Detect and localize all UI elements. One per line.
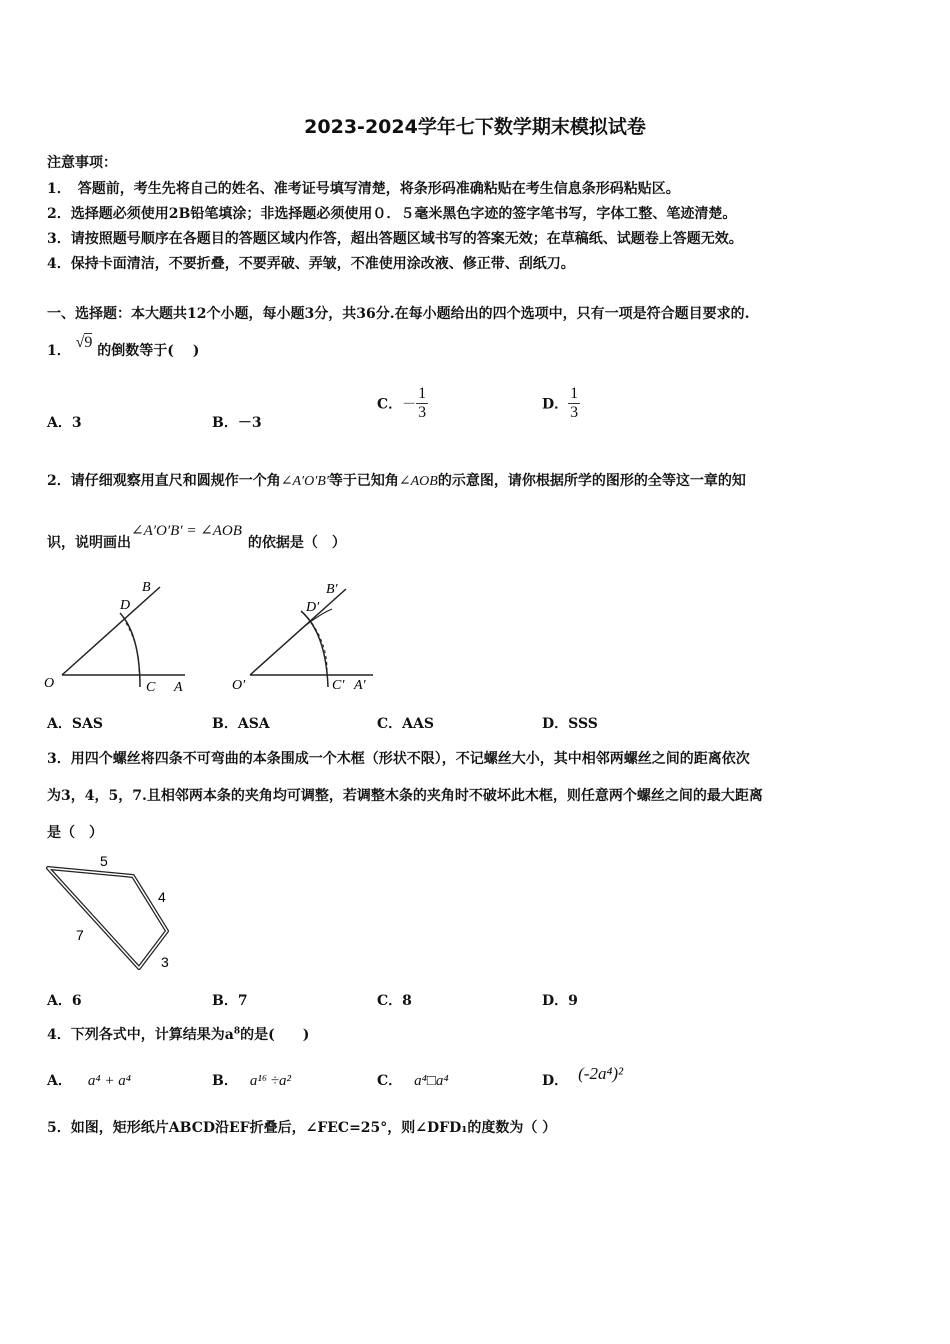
q4-option-b[interactable] bbox=[212, 1070, 291, 1090]
label-o-prime: O′ bbox=[232, 678, 246, 693]
notice-item-1: 1． 答题前，考生先将自己的姓名、准考证号填写清楚，将条形码准确粘贴在考生信息条形码粘贴区。 bbox=[47, 181, 680, 197]
q1-option-c-sign: － bbox=[402, 396, 417, 413]
q4-option-d-label: D． bbox=[542, 1073, 569, 1089]
q2-text-d: 识，说明画出 bbox=[47, 535, 131, 551]
q1-d-denominator: 3 bbox=[570, 404, 579, 421]
q2-figure-original-angle bbox=[40, 575, 210, 700]
label-b: B bbox=[142, 580, 151, 595]
sqrt-symbol-icon: √ bbox=[75, 334, 85, 351]
label-d-prime: D′ bbox=[306, 600, 320, 615]
q1-option-b-label: B． bbox=[212, 415, 238, 431]
notice-item-3: 3．请按照题号顺序在各题目的答题区域内作答，超出答题区域书写的答案无效；在草稿纸、试题卷上答题无效。 bbox=[47, 231, 743, 247]
q4-exponent: 8 bbox=[233, 1026, 241, 1037]
q1-option-a-label: A． bbox=[47, 415, 72, 431]
page-title: 2023-2024学年七下数学期末模拟试卷 bbox=[304, 116, 646, 138]
label-b-prime: B′ bbox=[326, 582, 338, 597]
q1-option-d-label: D． bbox=[542, 396, 569, 413]
q1-option-c[interactable] bbox=[377, 385, 428, 422]
question-3-line-2: 为3，4，5，7.且相邻两本条的夹角均可调整，若调整木条的夹角时不破坏此木框，则任意两个螺丝之间的最大距离 bbox=[47, 788, 763, 804]
q2-figure-copied-angle bbox=[228, 575, 408, 700]
question-1 bbox=[47, 334, 200, 360]
q1-d-numerator: 1 bbox=[570, 385, 579, 402]
q3-figure-wooden-frame bbox=[40, 850, 190, 980]
q4-option-b-expr: a¹⁶ ÷a² bbox=[249, 1073, 292, 1089]
question-3-line-1: 3．用四个螺丝将四条不可弯曲的本条围成一个木框（形状不限），不记螺丝大小，其中相邻两螺丝之间的距离依次 bbox=[47, 751, 750, 767]
arc-cd bbox=[120, 613, 140, 687]
q4-option-d[interactable] bbox=[542, 1064, 624, 1089]
label-c-prime: C′ bbox=[332, 678, 345, 693]
side-label-top: 5 bbox=[100, 853, 108, 869]
q2-text-b: 等于已知角 bbox=[328, 473, 399, 489]
q2-angle-1: ∠A′O′B′ bbox=[280, 474, 329, 489]
side-label-left: 7 bbox=[76, 927, 84, 943]
notice-heading: 注意事项： bbox=[47, 155, 117, 171]
q4-option-c-expr: a⁴□a⁴ bbox=[414, 1073, 449, 1089]
notice-item-2: 2．选择题必须使用2B铅笔填涂；非选择题必须使用０．５毫米黑色字迹的签字笔书写，字体工整、笔迹清楚。 bbox=[47, 206, 737, 222]
side-label-right: 4 bbox=[158, 889, 166, 905]
label-o: O bbox=[44, 676, 55, 691]
q1-option-b-value: －3 bbox=[237, 415, 262, 431]
q2-text-e: 的依据是（ ） bbox=[247, 535, 346, 551]
q1-c-denominator: 3 bbox=[418, 404, 427, 421]
q2-option-b[interactable]: B．ASA bbox=[212, 716, 270, 732]
section-heading: 一、选择题：本大题共12个小题，每小题3分，共36分.在每小题给出的四个选项中，只有一项是符合题目要求的. bbox=[47, 306, 750, 322]
q1-option-a[interactable] bbox=[47, 412, 82, 432]
q2-option-a[interactable]: A．SAS bbox=[47, 716, 103, 732]
q1-number: 1． bbox=[47, 343, 71, 359]
question-4 bbox=[47, 1024, 309, 1044]
q3-option-d[interactable]: D．9 bbox=[542, 993, 578, 1009]
q3-option-c[interactable]: C．8 bbox=[377, 993, 412, 1009]
q4-option-d-expr: (-2a⁴)² bbox=[578, 1064, 624, 1083]
q2-equation: ∠A′O′B′ = ∠AOB bbox=[131, 523, 242, 539]
label-c: C bbox=[146, 680, 156, 695]
q4-option-b-label: B． bbox=[212, 1073, 238, 1089]
q2-option-c[interactable]: C．AAS bbox=[377, 716, 434, 732]
ray-ob bbox=[62, 587, 160, 675]
q1-option-c-fraction bbox=[416, 385, 428, 422]
q1-option-a-value: 3 bbox=[71, 415, 82, 431]
q1-option-c-label: C． bbox=[377, 396, 403, 413]
question-2-line-2 bbox=[47, 523, 346, 552]
q1-text: 的倒数等于( ) bbox=[97, 343, 200, 359]
q3-option-a[interactable]: A．6 bbox=[47, 993, 82, 1009]
ray-o-prime-b-prime bbox=[250, 589, 346, 675]
q4-option-c-label: C． bbox=[377, 1073, 403, 1089]
q2-text-a: 2．请仔细观察用直尺和圆规作一个角 bbox=[47, 473, 281, 489]
q4-option-a-expr: a⁴ + a⁴ bbox=[87, 1073, 131, 1089]
q1-option-d[interactable] bbox=[542, 385, 580, 422]
side-label-bottom: 3 bbox=[161, 954, 169, 970]
q1-c-numerator: 1 bbox=[418, 385, 427, 402]
q1-radicand: 9 bbox=[84, 334, 93, 351]
q2-text-c: 的示意图，请你根据所学的图形的全等这一章的知 bbox=[437, 473, 746, 489]
q4-text-a: 4．下列各式中，计算结果为a bbox=[47, 1027, 234, 1043]
dashed-arc-prime bbox=[312, 623, 327, 673]
q4-option-c[interactable] bbox=[377, 1070, 449, 1090]
dashed-arc bbox=[126, 623, 139, 673]
label-d: D bbox=[120, 598, 131, 613]
q3-option-b[interactable]: B．7 bbox=[212, 993, 248, 1009]
frame-outer bbox=[48, 868, 167, 968]
question-5: 5．如图，矩形纸片ABCD沿EF折叠后，∠FEC=25°，则∠DFD₁的度数为（ ） bbox=[47, 1120, 557, 1136]
question-3-line-3: 是（ ） bbox=[47, 825, 103, 841]
q4-option-a[interactable] bbox=[47, 1070, 131, 1090]
q1-option-b[interactable] bbox=[212, 412, 262, 432]
q4-text-b: 的是( ) bbox=[240, 1027, 310, 1043]
q1-option-d-fraction bbox=[568, 385, 580, 422]
q2-angle-2: ∠AOB bbox=[398, 474, 438, 489]
label-a: A bbox=[174, 680, 183, 695]
q4-option-a-label: A． bbox=[47, 1073, 72, 1089]
question-2-line-1 bbox=[47, 470, 746, 490]
q2-option-d[interactable]: D．SSS bbox=[542, 716, 598, 732]
notice-item-4: 4．保持卡面清洁，不要折叠，不要弄破、弄皱，不准使用涂改液、修正带、刮纸刀。 bbox=[47, 256, 575, 272]
label-a-prime: A′ bbox=[354, 678, 366, 693]
